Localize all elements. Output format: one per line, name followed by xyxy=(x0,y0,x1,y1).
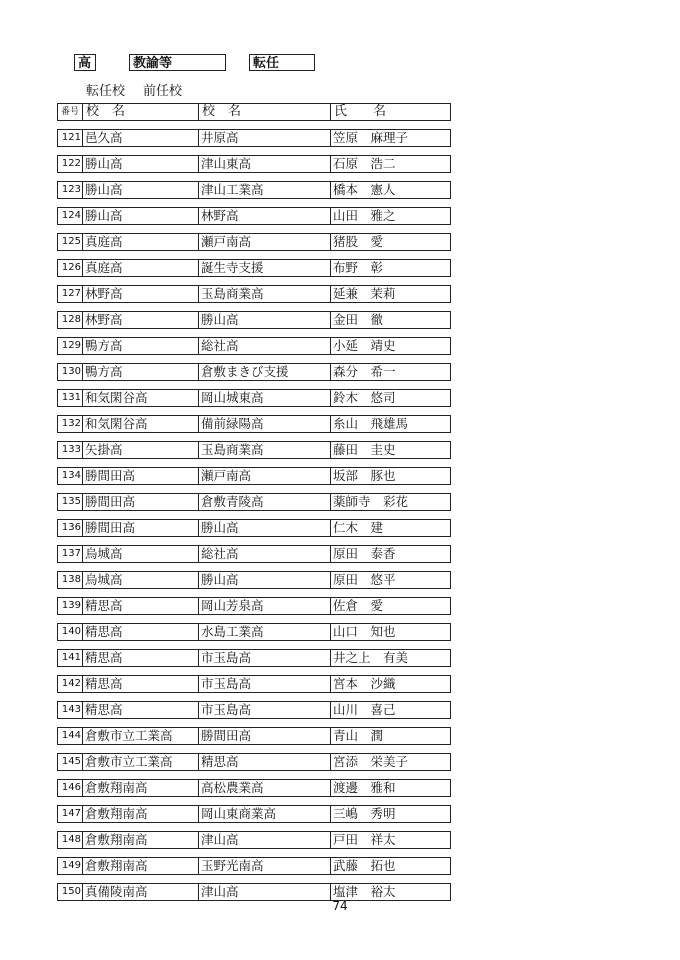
new-school-cell: 勝間田高 xyxy=(83,519,199,537)
row-number: 146 xyxy=(57,779,83,797)
row-number: 136 xyxy=(57,519,83,537)
teacher-name-cell: 原田 悠平 xyxy=(331,571,451,589)
row-number: 138 xyxy=(57,571,83,589)
row-number: 137 xyxy=(57,545,83,563)
table-row xyxy=(57,623,451,641)
table-row xyxy=(57,467,451,485)
teacher-name-cell: 井之上 有美 xyxy=(331,649,451,667)
previous-school-cell: 勝山高 xyxy=(199,519,331,537)
table-row xyxy=(57,857,451,875)
table-row xyxy=(57,831,451,849)
table-row xyxy=(57,779,451,797)
previous-school-cell: 水島工業高 xyxy=(199,623,331,641)
row-number: 127 xyxy=(57,285,83,303)
teacher-name-cell: 糸山 飛雄馬 xyxy=(331,415,451,433)
table-row xyxy=(57,571,451,589)
row-number: 139 xyxy=(57,597,83,615)
previous-school-cell: 玉島商業高 xyxy=(199,285,331,303)
teacher-name-cell: 小延 靖史 xyxy=(331,337,451,355)
teacher-name-cell: 山口 知也 xyxy=(331,623,451,641)
new-school-cell: 鴨方高 xyxy=(83,337,199,355)
teacher-name-cell: 武藤 拓也 xyxy=(331,857,451,875)
new-school-cell: 烏城高 xyxy=(83,571,199,589)
row-number: 124 xyxy=(57,207,83,225)
new-school-cell: 倉敷市立工業高 xyxy=(83,753,199,771)
previous-school-cell: 市玉島高 xyxy=(199,675,331,693)
row-number: 143 xyxy=(57,701,83,719)
new-school-cell: 倉敷翔南高 xyxy=(83,831,199,849)
row-number: 141 xyxy=(57,649,83,667)
previous-school-cell: 津山高 xyxy=(199,831,331,849)
teacher-name-cell: 薬師寺 彩花 xyxy=(331,493,451,511)
new-school-cell: 勝間田高 xyxy=(83,467,199,485)
table-row xyxy=(57,727,451,745)
row-number: 122 xyxy=(57,155,83,173)
previous-school-cell: 精思高 xyxy=(199,753,331,771)
teacher-name-cell: 布野 彰 xyxy=(331,259,451,277)
previous-school-cell: 玉野光南高 xyxy=(199,857,331,875)
new-school-cell: 鴨方高 xyxy=(83,363,199,381)
table-row xyxy=(57,285,451,303)
new-school-cell: 林野高 xyxy=(83,311,199,329)
previous-school-cell: 倉敷青陵高 xyxy=(199,493,331,511)
column-header-previous-school: 校 名 xyxy=(199,103,331,121)
new-school-cell: 和気閑谷高 xyxy=(83,389,199,407)
previous-school-cell: 備前緑陽高 xyxy=(199,415,331,433)
teacher-name-cell: 山田 雅之 xyxy=(331,207,451,225)
teacher-name-cell: 原田 泰香 xyxy=(331,545,451,563)
previous-school-cell: 津山高 xyxy=(199,883,331,901)
teacher-name-cell: 三嶋 秀明 xyxy=(331,805,451,823)
table-row xyxy=(57,155,451,173)
teacher-name-cell: 笠原 麻理子 xyxy=(331,129,451,147)
teacher-name-cell: 橋本 憲人 xyxy=(331,181,451,199)
teacher-name-cell: 藤田 圭史 xyxy=(331,441,451,459)
teacher-name-cell: 佐倉 愛 xyxy=(331,597,451,615)
transfer-school-heading: 転任校 xyxy=(86,84,126,99)
table-row xyxy=(57,129,451,147)
teacher-name-cell: 仁木 建 xyxy=(331,519,451,537)
table-row xyxy=(57,701,451,719)
row-number: 134 xyxy=(57,467,83,485)
table-row xyxy=(57,805,451,823)
previous-school-cell: 勝間田高 xyxy=(199,727,331,745)
row-number: 128 xyxy=(57,311,83,329)
previous-school-cell: 勝山高 xyxy=(199,571,331,589)
previous-school-cell: 総社高 xyxy=(199,337,331,355)
new-school-cell: 矢掛高 xyxy=(83,441,199,459)
previous-school-cell: 高松農業高 xyxy=(199,779,331,797)
new-school-cell: 精思高 xyxy=(83,701,199,719)
row-number: 150 xyxy=(57,883,83,901)
table-row xyxy=(57,519,451,537)
teacher-name-cell: 延兼 茉莉 xyxy=(331,285,451,303)
new-school-cell: 精思高 xyxy=(83,675,199,693)
new-school-cell: 倉敷翔南高 xyxy=(83,805,199,823)
row-number: 147 xyxy=(57,805,83,823)
previous-school-cell: 林野高 xyxy=(199,207,331,225)
previous-school-cell: 市玉島高 xyxy=(199,649,331,667)
new-school-cell: 勝山高 xyxy=(83,155,199,173)
school-level-label: 高 xyxy=(74,54,96,71)
new-school-cell: 精思高 xyxy=(83,649,199,667)
teacher-name-cell: 宮本 沙織 xyxy=(331,675,451,693)
new-school-cell: 和気閑谷高 xyxy=(83,415,199,433)
row-number: 148 xyxy=(57,831,83,849)
new-school-cell: 真庭高 xyxy=(83,259,199,277)
column-header-new-school: 校 名 xyxy=(83,103,199,121)
table-row xyxy=(57,389,451,407)
previous-school-cell: 勝山高 xyxy=(199,311,331,329)
previous-school-cell: 倉敷まきび支援 xyxy=(199,363,331,381)
table-row xyxy=(57,311,451,329)
previous-school-cell: 岡山東商業高 xyxy=(199,805,331,823)
table-row xyxy=(57,597,451,615)
new-school-cell: 倉敷市立工業高 xyxy=(83,727,199,745)
previous-school-cell: 瀬戸南高 xyxy=(199,467,331,485)
teacher-name-cell: 宮添 栄美子 xyxy=(331,753,451,771)
previous-school-cell: 岡山城東高 xyxy=(199,389,331,407)
teacher-name-cell: 戸田 祥太 xyxy=(331,831,451,849)
new-school-cell: 真備陵南高 xyxy=(83,883,199,901)
teacher-name-cell: 森分 希一 xyxy=(331,363,451,381)
previous-school-cell: 津山東高 xyxy=(199,155,331,173)
previous-school-heading: 前任校 xyxy=(143,84,183,99)
teacher-name-cell: 塩津 裕太 xyxy=(331,883,451,901)
table-row xyxy=(57,259,451,277)
table-row xyxy=(57,753,451,771)
row-number: 142 xyxy=(57,675,83,693)
new-school-cell: 精思高 xyxy=(83,623,199,641)
row-number: 132 xyxy=(57,415,83,433)
new-school-cell: 烏城高 xyxy=(83,545,199,563)
new-school-cell: 倉敷翔南高 xyxy=(83,857,199,875)
table-row xyxy=(57,441,451,459)
new-school-cell: 倉敷翔南高 xyxy=(83,779,199,797)
teacher-name-cell: 猪股 愛 xyxy=(331,233,451,251)
new-school-cell: 邑久高 xyxy=(83,129,199,147)
row-number: 129 xyxy=(57,337,83,355)
previous-school-cell: 誕生寺支援 xyxy=(199,259,331,277)
row-number: 133 xyxy=(57,441,83,459)
teacher-name-cell: 鈴木 悠司 xyxy=(331,389,451,407)
row-number: 123 xyxy=(57,181,83,199)
table-row xyxy=(57,233,451,251)
teacher-name-cell: 石原 浩二 xyxy=(331,155,451,173)
column-header-name: 氏 名 xyxy=(331,103,451,121)
teacher-name-cell: 青山 潤 xyxy=(331,727,451,745)
new-school-cell: 林野高 xyxy=(83,285,199,303)
new-school-cell: 勝山高 xyxy=(83,207,199,225)
new-school-cell: 真庭高 xyxy=(83,233,199,251)
table-row xyxy=(57,181,451,199)
teacher-name-cell: 山川 喜己 xyxy=(331,701,451,719)
previous-school-cell: 津山工業高 xyxy=(199,181,331,199)
new-school-cell: 勝山高 xyxy=(83,181,199,199)
previous-school-cell: 玉島商業高 xyxy=(199,441,331,459)
row-number: 145 xyxy=(57,753,83,771)
personnel-type-label: 転任 xyxy=(249,54,315,71)
table-header-row xyxy=(57,103,451,121)
table-row xyxy=(57,337,451,355)
row-number: 125 xyxy=(57,233,83,251)
row-number: 121 xyxy=(57,129,83,147)
previous-school-cell: 岡山芳泉高 xyxy=(199,597,331,615)
column-header-number: 番号 xyxy=(57,103,83,121)
teacher-name-cell: 金田 徹 xyxy=(331,311,451,329)
previous-school-cell: 市玉島高 xyxy=(199,701,331,719)
table-row xyxy=(57,545,451,563)
table-row xyxy=(57,649,451,667)
table-row xyxy=(57,415,451,433)
row-number: 144 xyxy=(57,727,83,745)
row-number: 130 xyxy=(57,363,83,381)
row-number: 131 xyxy=(57,389,83,407)
previous-school-cell: 井原高 xyxy=(199,129,331,147)
table-row xyxy=(57,493,451,511)
previous-school-cell: 総社高 xyxy=(199,545,331,563)
table-row xyxy=(57,363,451,381)
teacher-name-cell: 坂部 豚也 xyxy=(331,467,451,485)
row-number: 149 xyxy=(57,857,83,875)
page-number: 74 xyxy=(332,899,348,913)
table-row xyxy=(57,207,451,225)
previous-school-cell: 瀬戸南高 xyxy=(199,233,331,251)
personnel-table xyxy=(57,95,451,909)
new-school-cell: 勝間田高 xyxy=(83,493,199,511)
row-number: 140 xyxy=(57,623,83,641)
table-row xyxy=(57,675,451,693)
teacher-name-cell: 渡邊 雅和 xyxy=(331,779,451,797)
row-number: 126 xyxy=(57,259,83,277)
new-school-cell: 精思高 xyxy=(83,597,199,615)
row-number: 135 xyxy=(57,493,83,511)
position-category-label: 教諭等 xyxy=(129,54,226,71)
